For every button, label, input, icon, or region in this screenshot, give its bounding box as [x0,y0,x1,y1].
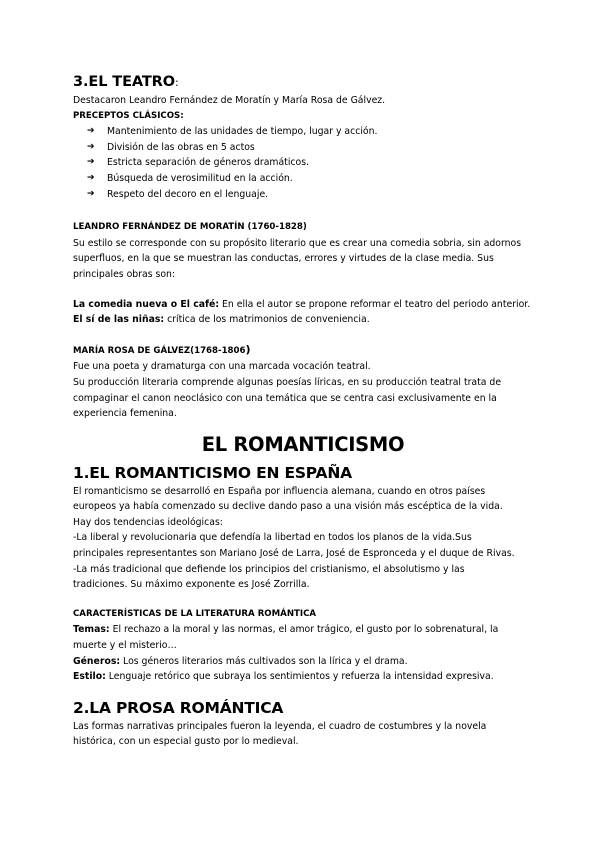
caracteristicas-title: CARACTERÍSTICAS DE LA LITERATURA ROMÁNTICA [73,608,317,619]
generos-text: Los géneros literarios más cultivados son la lírica y el drama. [120,655,408,667]
list-item-text: Estricta separación de géneros dramáticos. [107,157,310,169]
section-heading-teatro [73,72,533,93]
spacer [73,685,533,697]
arrow-right-icon: ➔ [87,126,95,137]
document-content [73,72,533,750]
main-title-romanticismo: EL ROMANTICISMO [201,432,405,456]
moratin-line: principales obras son: [73,268,176,280]
espana-line: -La liberal y revolucionaria que defendía la libertad en todos los planos de la vida.Sus [73,532,472,544]
list-item [73,171,533,187]
prosa-line: histórica, con un especial gusto por lo medieval. [73,736,299,748]
galvez-title [73,342,533,360]
moratin-line: superfluos, en la que se muestran las conductas, errores y virtudes de la clase media. Sus [73,253,494,265]
moratin-line: Su estilo se corresponde con su propósito literario que es crear una comedia sobria, sin adornos [73,237,522,249]
generos-label: Géneros: [73,655,121,667]
espana-line: principales representantes son Mariano José de Larra, José de Espronceda y el duque de Rivas. [73,548,515,560]
list-item-text: Respeto del decoro en el lenguaje. [107,188,269,200]
list-item-text: Búsqueda de verosimilitud en la acción. [107,172,293,184]
spacer [73,593,533,607]
heading-text: 3.EL TEATRO [73,74,175,90]
arrow-right-icon: ➔ [87,157,95,168]
estilo-line [73,669,533,685]
estilo-text: Lenguaje retórico que subraya los sentimientos y refuerza la intensidad expresiva. [105,671,494,683]
generos-line [73,654,533,670]
spacer [73,422,533,432]
preceptos-title: PRECEPTOS CLÁSICOS: [73,110,184,121]
work-description: crítica de los matrimonios de conveniencia. [164,314,370,326]
galvez-line: compaginar el canon neoclásico con una temática que se centra casi exclusivamente en la [73,392,497,404]
work-title: La comedia nueva o El café: [73,298,220,310]
espana-line: tradiciones. Su máximo exponente es José Zorrilla. [73,579,310,591]
galvez-title-text: MARÍA ROSA DE GÁLVEZ(1768-1806 [73,345,246,356]
espana-line: Hay dos tendencias ideológicas: [73,516,223,528]
temas-label: Temas: [73,624,110,636]
temas-text: El rechazo a la moral y las normas, el amor trágico, el gusto por lo sobrenatural, la [109,624,499,636]
arrow-right-icon: ➔ [87,172,95,183]
galvez-title-paren: ) [245,342,251,356]
arrow-right-icon: ➔ [87,188,95,199]
espana-line: -La más tradicional que defiende los principios del cristianismo, el absolutismo y las [73,563,465,575]
section-heading-prosa: 2.LA PROSA ROMÁNTICA [73,698,284,717]
list-item [73,140,533,156]
galvez-line: experiencia femenina. [73,408,177,420]
moratin-work [73,297,533,313]
spacer [73,202,533,220]
work-title: El sí de las niñas: [73,314,165,326]
galvez-line: Su producción literaria comprende algunas poesías líricas, en su producción teatral trata de [73,376,502,388]
heading-colon: : [174,76,179,89]
espana-line: El romanticismo se desarrolló en España por influencia alemana, cuando en otros países [73,485,486,497]
espana-line: europeos ya había comenzado su declive dando paso a una visión más escéptica de la vida. [73,501,503,513]
work-description: En ella el autor se propone reformar el teatro del periodo anterior. [219,298,531,310]
temas-line [73,622,533,638]
teatro-intro: Destacaron Leandro Fernández de Moratín y María Rosa de Gálvez. [73,95,386,106]
preceptos-list [73,124,533,202]
section-heading-espana: 1.EL ROMANTICISMO EN ESPAÑA [73,463,352,482]
list-item [73,187,533,203]
temas-line-cont: muerte y el misterio… [73,640,177,652]
list-item [73,124,533,140]
list-item-text: División de las obras en 5 actos [107,141,255,153]
prosa-line: Las formas narrativas principales fueron la leyenda, el cuadro de costumbres y la novela [73,720,487,732]
moratin-work [73,312,533,328]
spacer [73,328,533,342]
estilo-label: Estilo: [73,671,106,683]
galvez-line: Fue una poeta y dramaturga con una marcada vocación teatral. [73,361,371,373]
moratin-title: LEANDRO FERNÁNDEZ DE MORATÍN (1760-1828) [73,222,307,233]
arrow-right-icon: ➔ [87,141,95,152]
spacer [73,283,533,297]
list-item [73,155,533,171]
list-item-text: Mantenimiento de las unidades de tiempo, lugar y acción. [107,126,378,138]
